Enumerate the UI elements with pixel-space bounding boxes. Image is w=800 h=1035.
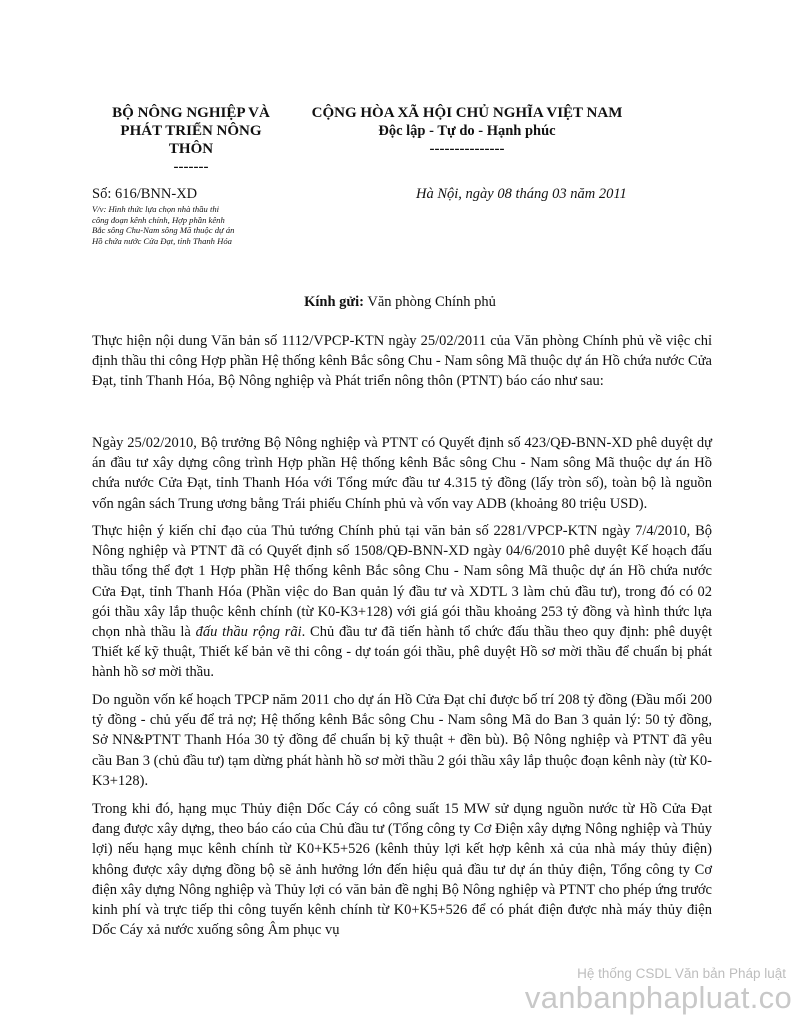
document-number: Số: 616/BNN-XD xyxy=(92,186,198,202)
agency-divider: ------- xyxy=(173,159,209,175)
agency-name-line-2: PHÁT TRIỂN NÔNG xyxy=(120,123,262,139)
agency-name-line-3: THÔN xyxy=(168,141,214,157)
watermark-site: vanbanphapluat.co xyxy=(524,980,792,1015)
national-header xyxy=(294,104,640,158)
recipient-line xyxy=(0,294,800,311)
body-paragraph-1: Thực hiện nội dung Văn bản số 1112/VPCP-KTN ngày 25/02/2011 của Văn phòng Chính phủ về việc chỉ định thầu thi công Hợp phần Hệ thống kênh Bắc sông Chu - Nam sông Mã thuộc dự án Hồ chứa nước Cửa Đạt, tỉnh Thanh Hóa, Bộ Nông nghiệp và Phát triển nông thôn (PTNT) báo cáo như sau: xyxy=(92,333,712,390)
country-name: CỘNG HÒA XÃ HỘI CHỦ NGHĨA VIỆT NAM xyxy=(311,105,623,121)
agency-name-line-1: BỘ NÔNG NGHIỆP VÀ xyxy=(112,105,270,121)
body-paragraph-2: Ngày 25/02/2010, Bộ trưởng Bộ Nông nghiệp và PTNT có Quyết định số 423/QĐ-BNN-XD phê duyệt dự án đầu tư xây dựng công trình Hợp phần Hệ thống kênh Bắc sông Chu - Nam sông Mã thuộc dự án Hồ chứa nước Cửa Đạt, tỉnh Thanh Hóa với Tổng mức đầu tư 4.315 tỷ đồng (lấy tròn số), toàn bộ là nguồn vốn ngân sách Trung ương bằng Trái phiếu Chính phủ và vốn vay ADB (khoảng 80 triệu USD). xyxy=(92,435,712,512)
paragraph-3-text-start: Thực hiện ý kiến chỉ đạo của Thủ tướng Chính phủ tại văn bản số 2281/VPCP-KTN ngày 7/4/2010, Bộ Nông nghiệp và PTNT đã có Quyết định số 1508/QĐ-BNN-XD ngày 04/6/2010 phê duyệt Kế hoạch đấu thầu tổng thể đợt 1 Hợp phần Hệ thống kênh Bắc sông Chu - Nam sông Mã thuộc dự án Hồ chứa nước Cửa Đạt, tỉnh Thanh Hóa (Phần việc do Ban quản lý đầu tư và XDTL 3 làm chủ đầu tư), trong đó có 02 gói thầu xây lắp thuộc kênh chính (từ K0-K3+128) với giá gói thầu khoảng 253 tỷ đồng và hình thức lựa chọn nhà thầu là xyxy=(92,523,712,641)
subject-line-1: V/v: Hình thức lựa chọn nhà thầu thi xyxy=(92,204,220,214)
body-paragraph-3 xyxy=(92,521,712,683)
subject-line-2: công đoạn kênh chính, Hợp phần kênh xyxy=(92,214,225,225)
paragraph-3-text-end: . Chủ đầu tư đã tiến hành tổ chức đấu thầu theo quy định: phê duyệt Thiết kế kỹ thuật, Thiết kế bản vẽ thi công - dự toán gói thầu, phê duyệt Hồ sơ mời thầu để chuẩn bị phát hành hồ sơ mời thầu. xyxy=(92,624,712,681)
recipient-label: Kính gửi: xyxy=(304,294,364,310)
body-paragraph-4: Do nguồn vốn kế hoạch TPCP năm 2011 cho dự án Hồ Cửa Đạt chỉ được bố trí 208 tỷ đồng (Đầu mối 200 tỷ đồng - chủ yếu để trả nợ; Hệ thống kênh Bắc sông Chu - Nam sông Mã do Ban 3 quản lý: 50 tỷ đồng, Sở NN&PTNT Thanh Hóa 30 tỷ đồng để chuẩn bị kỹ thuật + đền bù). Bộ Nông nghiệp và PTNT đã yêu cầu Ban 3 (chủ đầu tư) tạm dừng phát hành hồ sơ mời thầu 2 gói thầu xây lắp thuộc đoạn kênh này (từ K0-K3+128). xyxy=(92,692,712,789)
watermark-caption: Hệ thống CSDL Văn bản Pháp luật xyxy=(577,966,786,981)
subject-line-4: Hồ chứa nước Cửa Đạt, tỉnh Thanh Hóa xyxy=(92,235,232,246)
paragraph-3-emphasis: đấu thầu rộng rãi xyxy=(195,624,302,641)
national-motto: Độc lập - Tự do - Hạnh phúc xyxy=(378,123,556,139)
motto-divider: --------------- xyxy=(429,141,505,157)
subject-line-3: Bắc sông Chu-Nam sông Mã thuộc dự án xyxy=(92,225,235,236)
body-paragraph-5: Trong khi đó, hạng mục Thủy điện Dốc Cáy có công suất 15 MW sử dụng nguồn nước từ Hồ Cửa Đạt đang được xây dựng, theo báo cáo của Chủ đầu tư (Tổng công ty Cơ Điện xây dựng Nông nghiệp và Thủy lợi) nếu hạng mục kênh chính từ K0+K5+526 (kênh thủy lợi kết hợp kênh xả của nhà máy thủy điện) không được xây dựng đồng bộ sẽ ảnh hưởng lớn đến hiệu quả đầu tư dự án thủy điện, Tổng công ty Cơ điện xây dựng Nông nghiệp và Thủy lợi có văn bản đề nghị Bộ Nông nghiệp và PTNT cho phép ứng trước kinh phí và trực tiếp thi công tuyến kênh chính từ K0+K5+526 để có phát điện được nhà máy thủy điện Dốc Cáy xả nước xuống sông Âm phục vụ xyxy=(92,801,712,939)
recipient-name: Văn phòng Chính phủ xyxy=(367,294,496,310)
issuing-agency-header xyxy=(88,104,294,176)
issue-date: Hà Nội, ngày 08 tháng 03 năm 2011 xyxy=(416,186,627,202)
document-subject xyxy=(92,204,288,246)
